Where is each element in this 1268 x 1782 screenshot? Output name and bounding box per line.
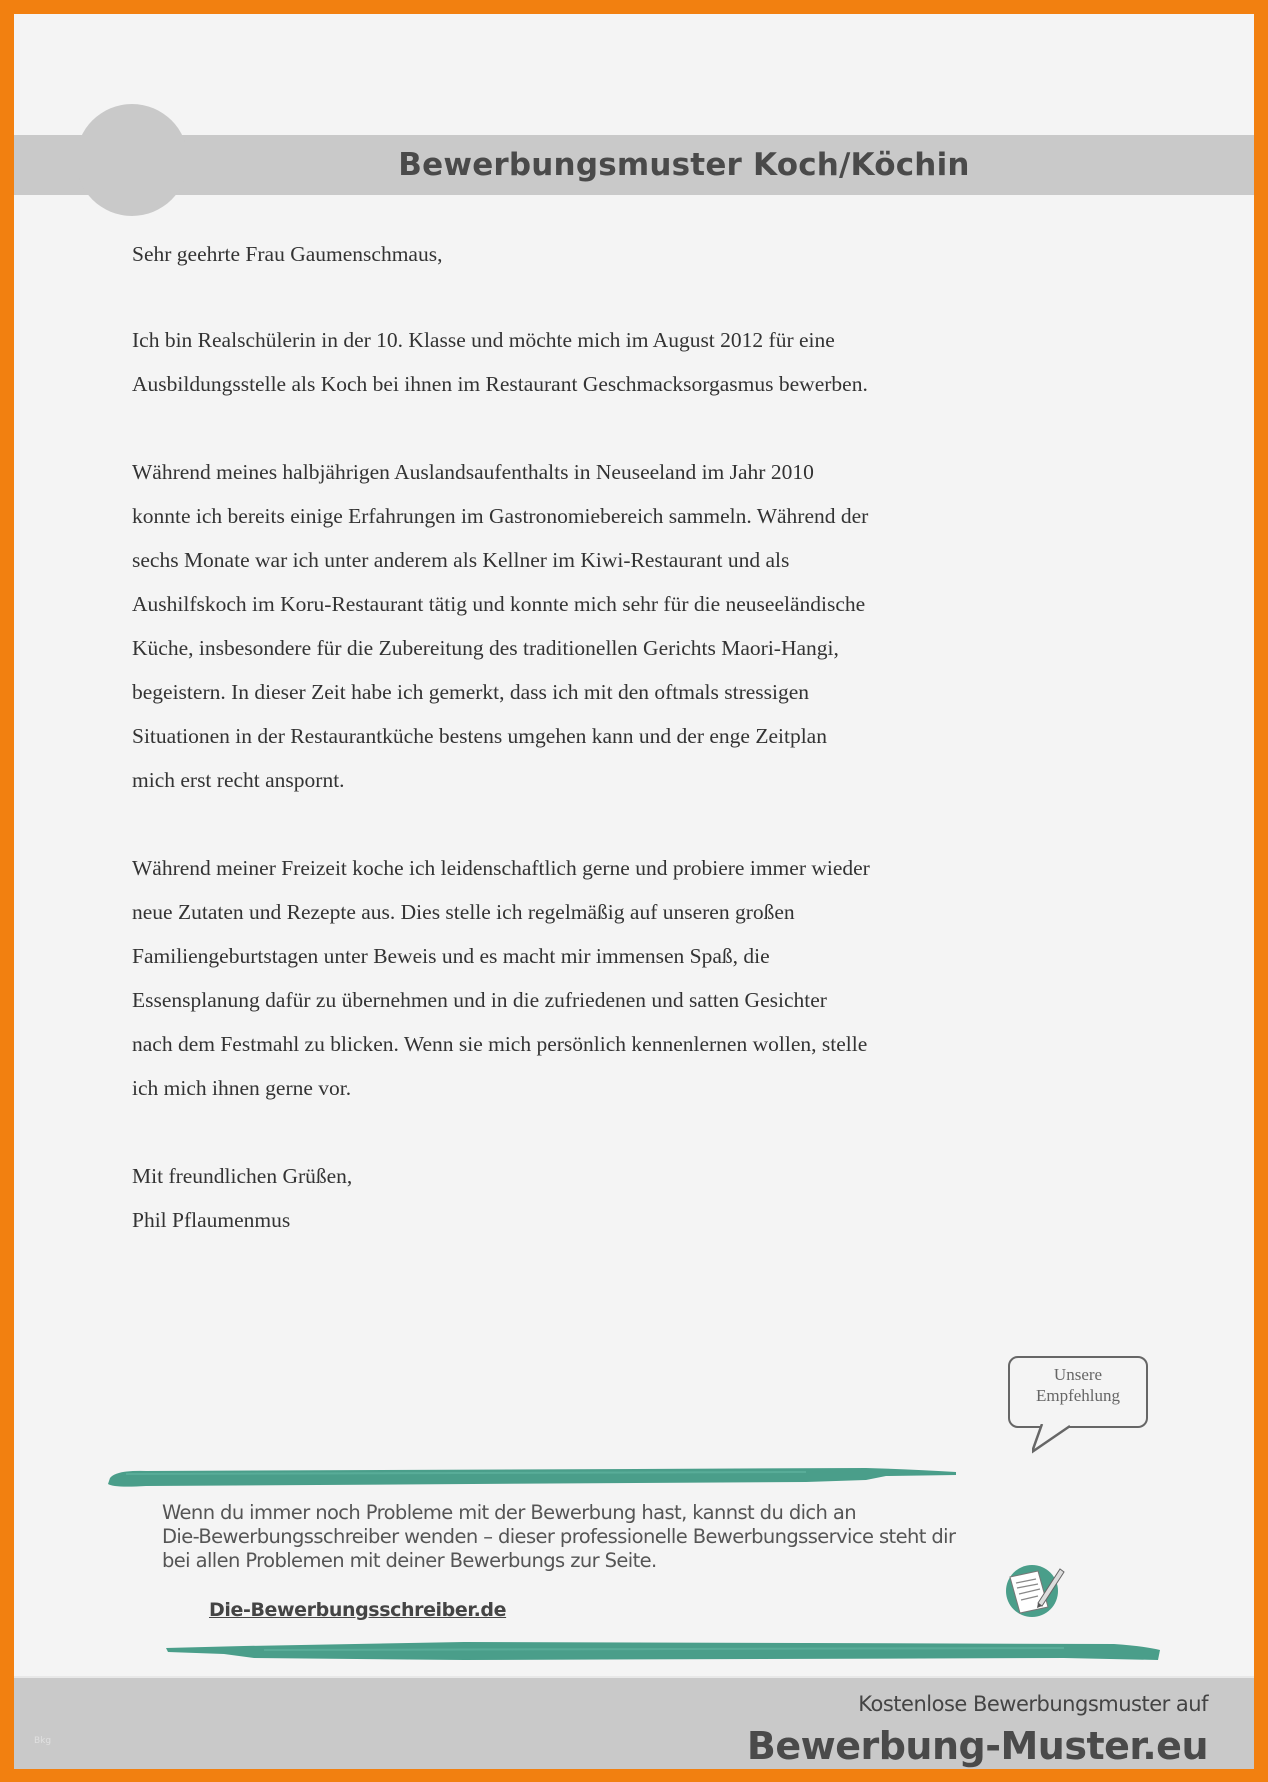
letter-line: Essensplanung dafür zu übernehmen und in die zufriedenen und satten Gesichter <box>132 988 827 1012</box>
speech-bubble-tail-icon <box>1032 1424 1082 1454</box>
letter-line: neue Zutaten und Rezepte aus. Dies stelle ich regelmäßig auf unseren großen <box>132 900 795 924</box>
recommendation-link[interactable]: Die-Bewerbungsschreiber.de <box>209 1599 507 1621</box>
letter-line: begeistern. In dieser Zeit habe ich gemerkt, dass ich mit den oftmals stressigen <box>132 680 810 704</box>
brush-stroke-bottom <box>164 1638 1164 1668</box>
letter-line: Situationen in der Restaurantküche bestens umgehen kann und der enge Zeitplan <box>132 724 827 748</box>
promo-line: bei allen Problemen mit deiner Bewerbungs zur Seite. <box>162 1549 657 1572</box>
letter-line: Ich bin Realschülerin in der 10. Klasse und möchte mich im August 2012 für eine <box>132 328 835 352</box>
letter-line: nach dem Festmahl zu blicken. Wenn sie mich persönlich kennenlernen wollen, stelle <box>132 1032 868 1056</box>
bubble-line: Empfehlung <box>1035 1386 1121 1405</box>
letter-line: mich erst recht anspornt. <box>132 768 345 792</box>
promo-line: Wenn du immer noch Probleme mit der Bewerbung hast, kannst du dich an <box>162 1501 857 1524</box>
letter-line: Während meiner Freizeit koche ich leidenschaftlich gerne und probiere immer wieder <box>132 856 870 880</box>
recommendation-text <box>162 1501 955 1573</box>
document-pen-icon <box>1002 1557 1066 1621</box>
footer-brand[interactable]: Bewerbung-Muster.eu <box>746 1724 1208 1768</box>
footer-small-tag: Bkg <box>34 1736 52 1746</box>
bubble-line: Unsere <box>1053 1365 1103 1384</box>
promo-line: Die-Bewerbungsschreiber wenden – dieser professionelle Bewerbungsservice steht dir <box>162 1525 956 1548</box>
letter-line: Küche, insbesondere für die Zubereitung des traditionellen Gerichts Maori-Hangi, <box>132 636 839 660</box>
letter-line: konnte ich bereits einige Erfahrungen im Gastronomiebereich sammeln. Während der <box>132 504 869 528</box>
signature: Phil Pflaumenmus <box>132 1208 291 1232</box>
salutation: Sehr geehrte Frau Gaumenschmaus, <box>132 242 443 266</box>
letter-line: Familiengeburtstagen unter Beweis und es macht mir immensen Spaß, die <box>132 944 770 968</box>
page-title: Bewerbungsmuster Koch/Köchin <box>398 147 970 183</box>
letter-line: Während meines halbjährigen Auslandsaufenthalts in Neuseeland im Jahr 2010 <box>132 460 814 484</box>
closing: Mit freundlichen Grüßen, <box>132 1164 353 1188</box>
letter-line: sechs Monate war ich unter anderem als Kellner im Kiwi-Restaurant und als <box>132 548 790 572</box>
brush-stroke-top <box>106 1464 966 1492</box>
letter-line: Ausbildungsstelle als Koch bei ihnen im Restaurant Geschmacksorgasmus bewerben. <box>132 372 868 396</box>
footer-tagline: Kostenlose Bewerbungsmuster auf <box>858 1692 1208 1716</box>
recommendation-bubble <box>1008 1356 1148 1428</box>
document-page <box>14 14 1254 1769</box>
letter-line: ich mich ihnen gerne vor. <box>132 1076 352 1100</box>
letter-line: Aushilfskoch im Koru-Restaurant tätig und konnte mich sehr für die neuseeländische <box>132 592 866 616</box>
